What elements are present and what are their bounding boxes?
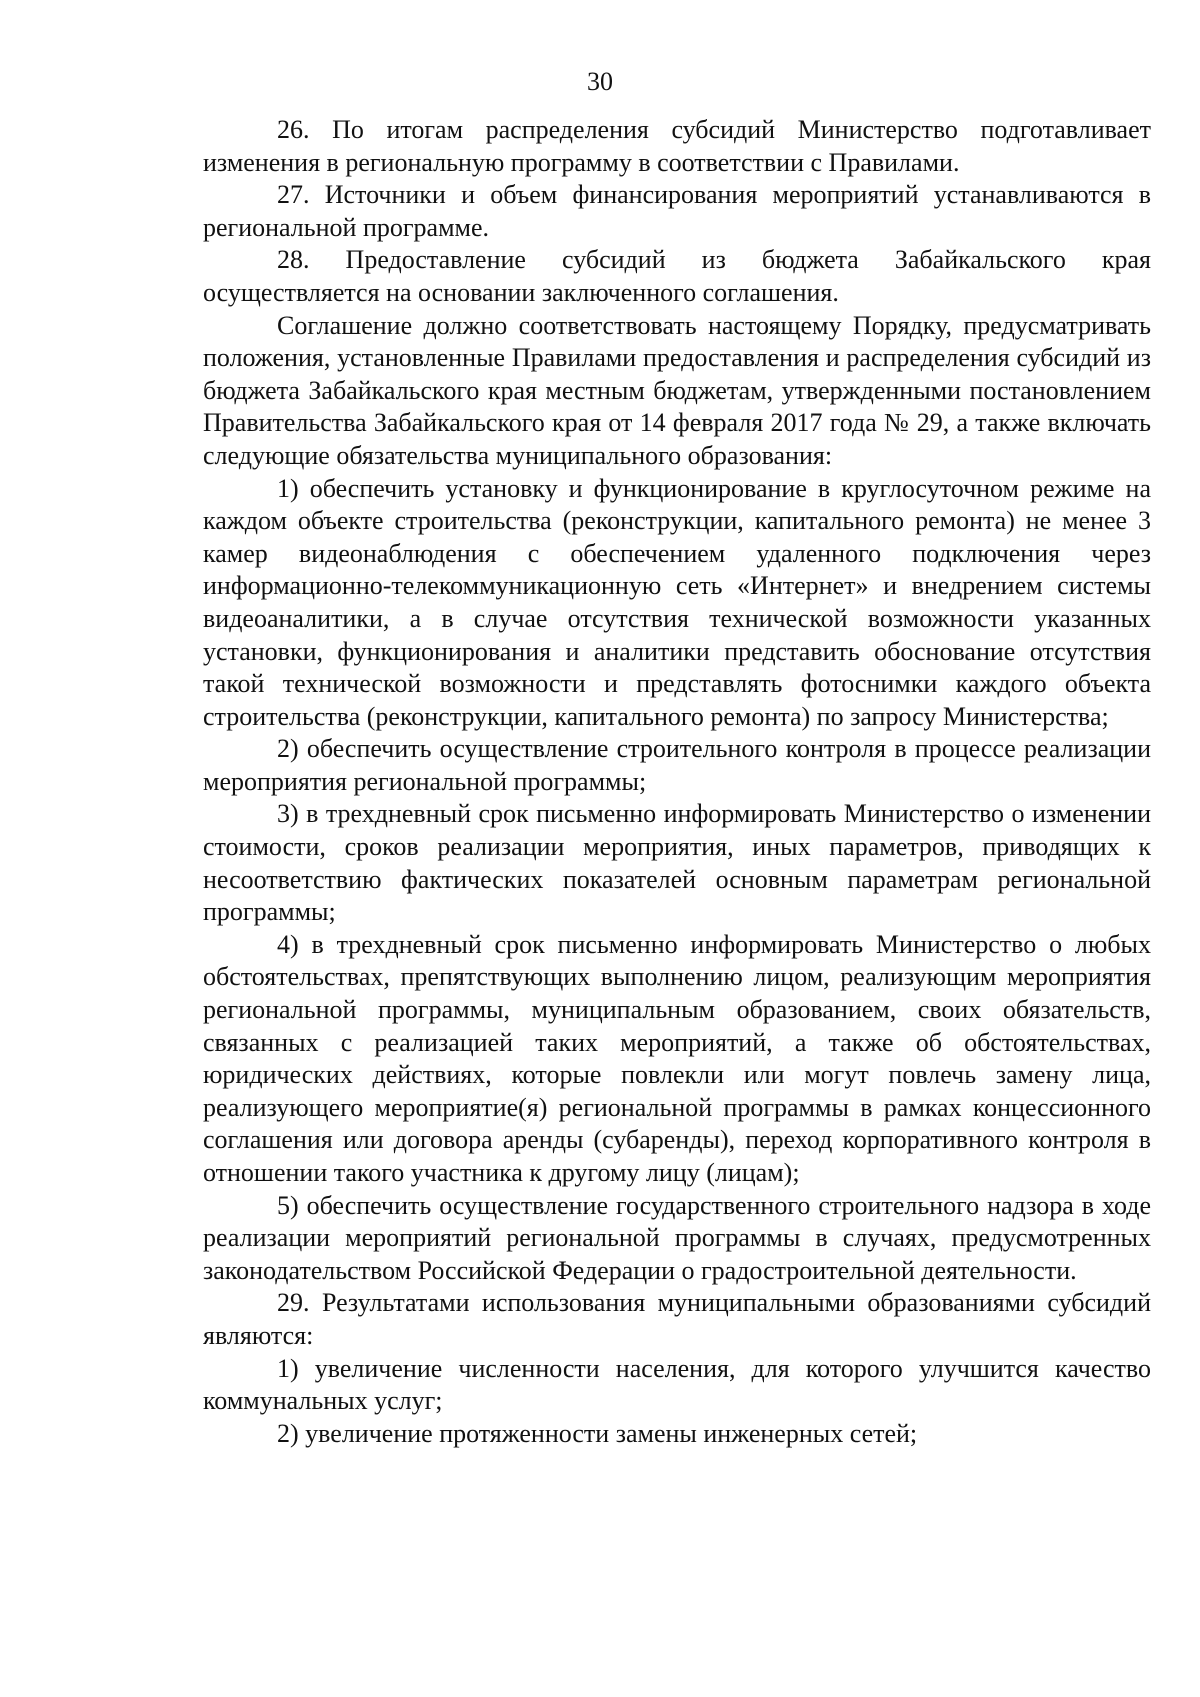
obligation-2-construction-control: 2) обеспечить осуществление строительного контроля в процессе реализации мероприятия региональной программы; [203,734,1151,796]
obligation-4-inform-circumstances: 4) в трехдневный срок письменно информировать Министерство о любых обстоятельствах, препятствующих выполнению лицом, реализующим мероприятия региональной программы, муниципальным образованием, своих обязательств, связанных с реализацией таких мероприятий, а также об обстоятельствах, юридических действиях, которые повлекли или могут повлечь замену лица, реализующего мероприятие(я) региональной программы в рамках концессионного соглашения или договора аренды (субаренды), переход корпоративного контроля в отношении такого участника к другому лицу (лицам); [203,929,1151,1187]
paragraph-29-subsidy-results: 29. Результатами использования муниципальными образованиями субсидий являются: [203,1288,1151,1350]
paragraph-26-program-changes: 26. По итогам распределения субсидий Министерство подготавливает изменения в региональную программу в соответствии с Правилами. [203,115,1151,177]
paragraph-27-financing-sources: 27. Источники и объем финансирования мероприятий устанавливаются в региональной программе. [203,180,1151,242]
result-1-population-increase: 1) увеличение численности населения, для которого улучшится качество коммунальных услуг; [203,1353,1151,1416]
result-2-network-replacement: 2) увеличение протяженности замены инженерных сетей; [277,1418,918,1448]
page-number: 30 [587,67,613,96]
obligation-3-inform-cost-changes: 3) в трехдневный срок письменно информировать Министерство о изменении стоимости, сроков реализации мероприятия, иных параметров, приводящих к несоответствию фактических показателей основным параметрам региональной программы; [203,799,1151,927]
document-body [203,114,1151,1450]
paragraph-28-subsidy-provision: 28. Предоставление субсидий из бюджета Забайкальского края осуществляется на основании заключенного соглашения. [203,245,1151,307]
paragraph-agreement-requirements: Соглашение должно соответствовать настоящему Порядку, предусматривать положения, установленные Правилами предоставления и распределения субсидий из бюджета Забайкальского края местным бюджетам, утвержденными постановлением Правительства Забайкальского края от 14 февраля 2017 года № 29, а также включать следующие обязательства муниципального образования: [203,310,1151,470]
obligation-5-state-supervision: 5) обеспечить осуществление государственного строительного надзора в ходе реализации мероприятий региональной программы в случаях, предусмотренных законодательством Российской Федерации о градостроительной деятельности. [203,1190,1151,1285]
obligation-1-video-surveillance: 1) обеспечить установку и функционирование в круглосуточном режиме на каждом объекте строительства (реконструкции, капитального ремонта) не менее 3 камер видеонаблюдения с обеспечением удаленного подключения через информационно-телекоммуникационную сеть «Интернет» и внедрением системы видеоаналитики, а в случае отсутствия технической возможности указанных установки, функционирования и аналитики представить обоснование отсутствия такой технической возможности и представлять фотоснимки каждого объекта строительства (реконструкции, капитального ремонта) по запросу Министерства; [203,473,1151,731]
